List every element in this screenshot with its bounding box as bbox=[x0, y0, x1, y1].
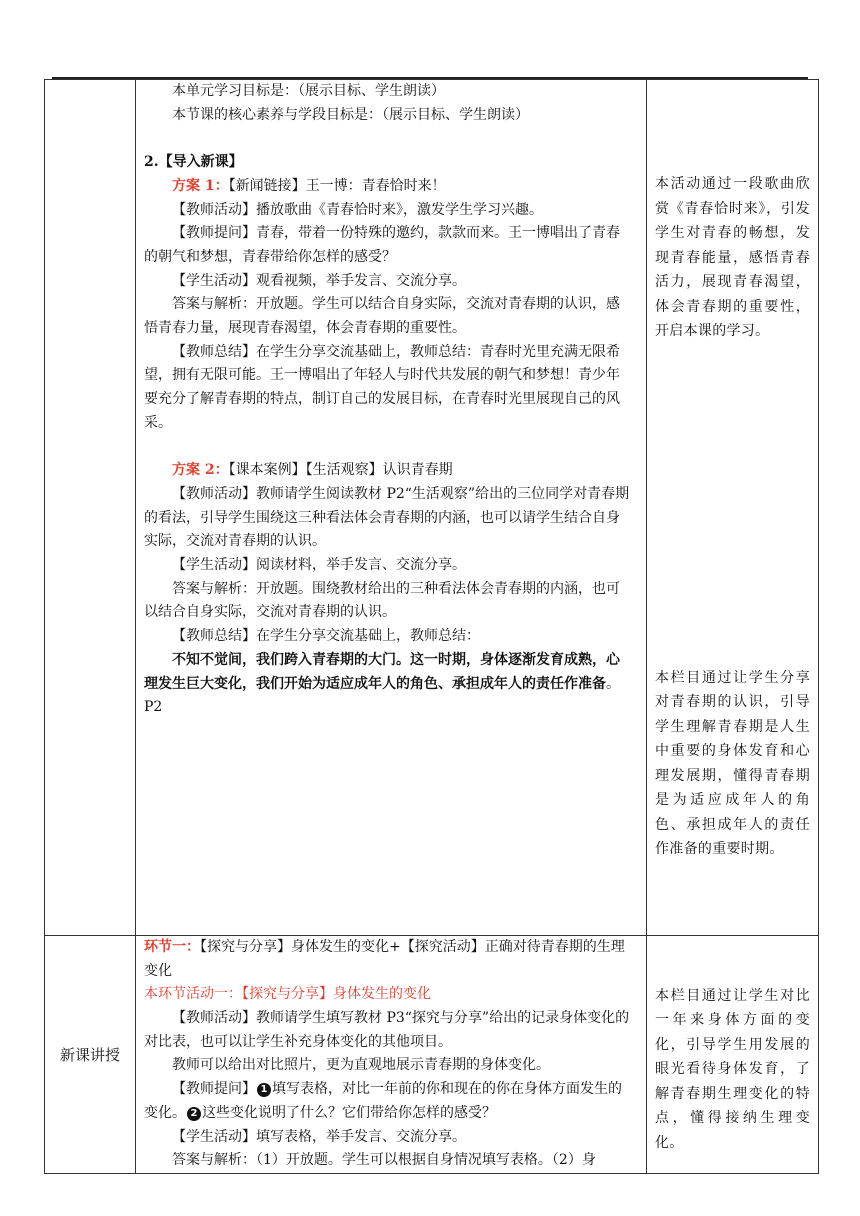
side-note: 本栏目通过让学生分享对青春期的认识，引导学生理解青春期是人生中重要的身体发育和心理发展期，懂得青春期是为适应成年人的角色、承担成年人的责任作准备的重要时期。 bbox=[655, 669, 810, 857]
section-label: 新课讲授 bbox=[59, 1045, 120, 1064]
paragraph: 答案与解析：开放题。围绕教材给出的三种看法体会青春期的内涵，也可以结合自身实际，交流对青春期的认识。 bbox=[144, 580, 620, 621]
paragraph: 【学生活动】阅读材料，举手发言、交流分享。 bbox=[172, 557, 466, 574]
number-one-icon: 1 bbox=[257, 1083, 271, 1097]
paragraph: 【教师活动】教师请学生阅读教材 P2“生活观察”给出的三位同学对青春期的看法，引导学生围绕这三种看法体会青春期的内涵，也可以请学生结合自身实际，交流对青春期的认识。 bbox=[144, 485, 630, 550]
activity-title: 【探究与分享】身体发生的变化 bbox=[242, 986, 431, 1003]
note-cell bbox=[647, 935, 819, 1173]
plan1-heading bbox=[144, 175, 632, 199]
page-ref: 。P2 bbox=[144, 675, 620, 716]
paragraph: 【教师活动】播放歌曲《青春恰时来》，激发学生学习兴趣。 bbox=[172, 201, 543, 218]
bold-conclusion: 不知不觉间，我们跨入青春期的大门。这一时期，身体逐渐发育成熟，心理发生巨大变化，我们开始为适应成年人的角色、承担成年人的责任作准备 bbox=[144, 651, 620, 692]
plan-title: 【课本案例】【生活观察】认识青春期 bbox=[228, 462, 453, 479]
section-label-cell-empty bbox=[45, 80, 136, 936]
content-cell bbox=[136, 935, 647, 1173]
paragraph: 【学生活动】观看视频，举手发言、交流分享。 bbox=[172, 272, 466, 289]
section-label-cell bbox=[45, 935, 136, 1173]
note-cell bbox=[647, 80, 819, 936]
paragraph: 【教师总结】在学生分享交流基础上，教师总结： bbox=[172, 628, 480, 645]
side-note: 本活动通过一段歌曲欣赏《青春恰时来》，引发学生对青春的畅想，发现青春能量，感悟青春活力，展现青春渴望，体会青春期的重要性，开启本课的学习。 bbox=[655, 176, 810, 339]
paragraph: 【教师总结】在学生分享交流基础上，教师总结：青春时光里充满无限希望，拥有无限可能。王一博唱出了年轻人与时代共发展的朝气和梦想！青少年要充分了解青春期的特点，制订自己的发展目标，在青春时光里展现自己的风采。 bbox=[144, 343, 620, 431]
question-paragraph: 【教师提问】 1 填写表格，对比一年前的你和现在的你在身体方面发生的变化。 2 这些变化说明了什么？它们带给你怎样的感受？ bbox=[144, 1081, 622, 1121]
intro-line: 本单元学习目标是：（展示目标、学生朗读） bbox=[172, 83, 445, 99]
content-cell bbox=[136, 80, 647, 936]
segment-title: 【探究与分享】身体发生的变化+【探究活动】正确对待青春期的生理变化 bbox=[144, 938, 625, 979]
section-title: 2.【导入新课】 bbox=[144, 154, 243, 171]
segment-label: 环节一： bbox=[144, 938, 200, 955]
paragraph: 【教师活动】教师请学生填写教材 P3“探究与分享”给出的记录身体变化的对比表，也可以让学生补充身体变化的其他项目。 bbox=[144, 1010, 630, 1050]
plan-title: 【新闻链接】王一博：青春恰时来！ bbox=[228, 177, 446, 194]
number-two-icon: 2 bbox=[187, 1107, 201, 1121]
paragraph: 【教师提问】青春，带着一份特殊的邀约，款款而来。王一博唱出了青春的朝气和梦想，青春带给你怎样的感受？ bbox=[144, 225, 620, 265]
paragraph: 答案与解析：开放题。学生可以结合自身实际，交流对青春期的认识，感悟青春力量，展现青春渴望，体会青春期的重要性。 bbox=[144, 296, 620, 337]
plan-label: 方案 1： bbox=[172, 177, 229, 194]
intro-line: 本节课的核心素养与学段目标是：（展示目标、学生朗读） bbox=[172, 106, 529, 123]
paragraph: 【学生活动】填写表格，举手发言、交流分享。 bbox=[172, 1128, 466, 1145]
paragraph: 答案与解析：（1）开放题。学生可以根据自身情况填写表格。（2）身 bbox=[172, 1152, 596, 1169]
plan-label: 方案 2： bbox=[172, 462, 229, 479]
table-row bbox=[45, 80, 819, 936]
activity-heading bbox=[144, 983, 632, 1007]
table-row bbox=[45, 935, 819, 1173]
paragraph: 教师可以给出对比照片，更为直观地展示青春期的身体变化。 bbox=[172, 1057, 550, 1074]
activity-label: 本环节活动一： bbox=[144, 986, 242, 1003]
side-note: 本栏目通过让学生对比一年来身体方面的变化，引导学生用发展的眼光看待身体发育，了解青春期生理变化的特点，懂得接纳生理变化。 bbox=[655, 987, 810, 1151]
lesson-plan-table bbox=[44, 79, 819, 1174]
segment-heading bbox=[144, 936, 632, 983]
conclusion bbox=[144, 649, 632, 720]
plan2-heading bbox=[144, 459, 632, 483]
